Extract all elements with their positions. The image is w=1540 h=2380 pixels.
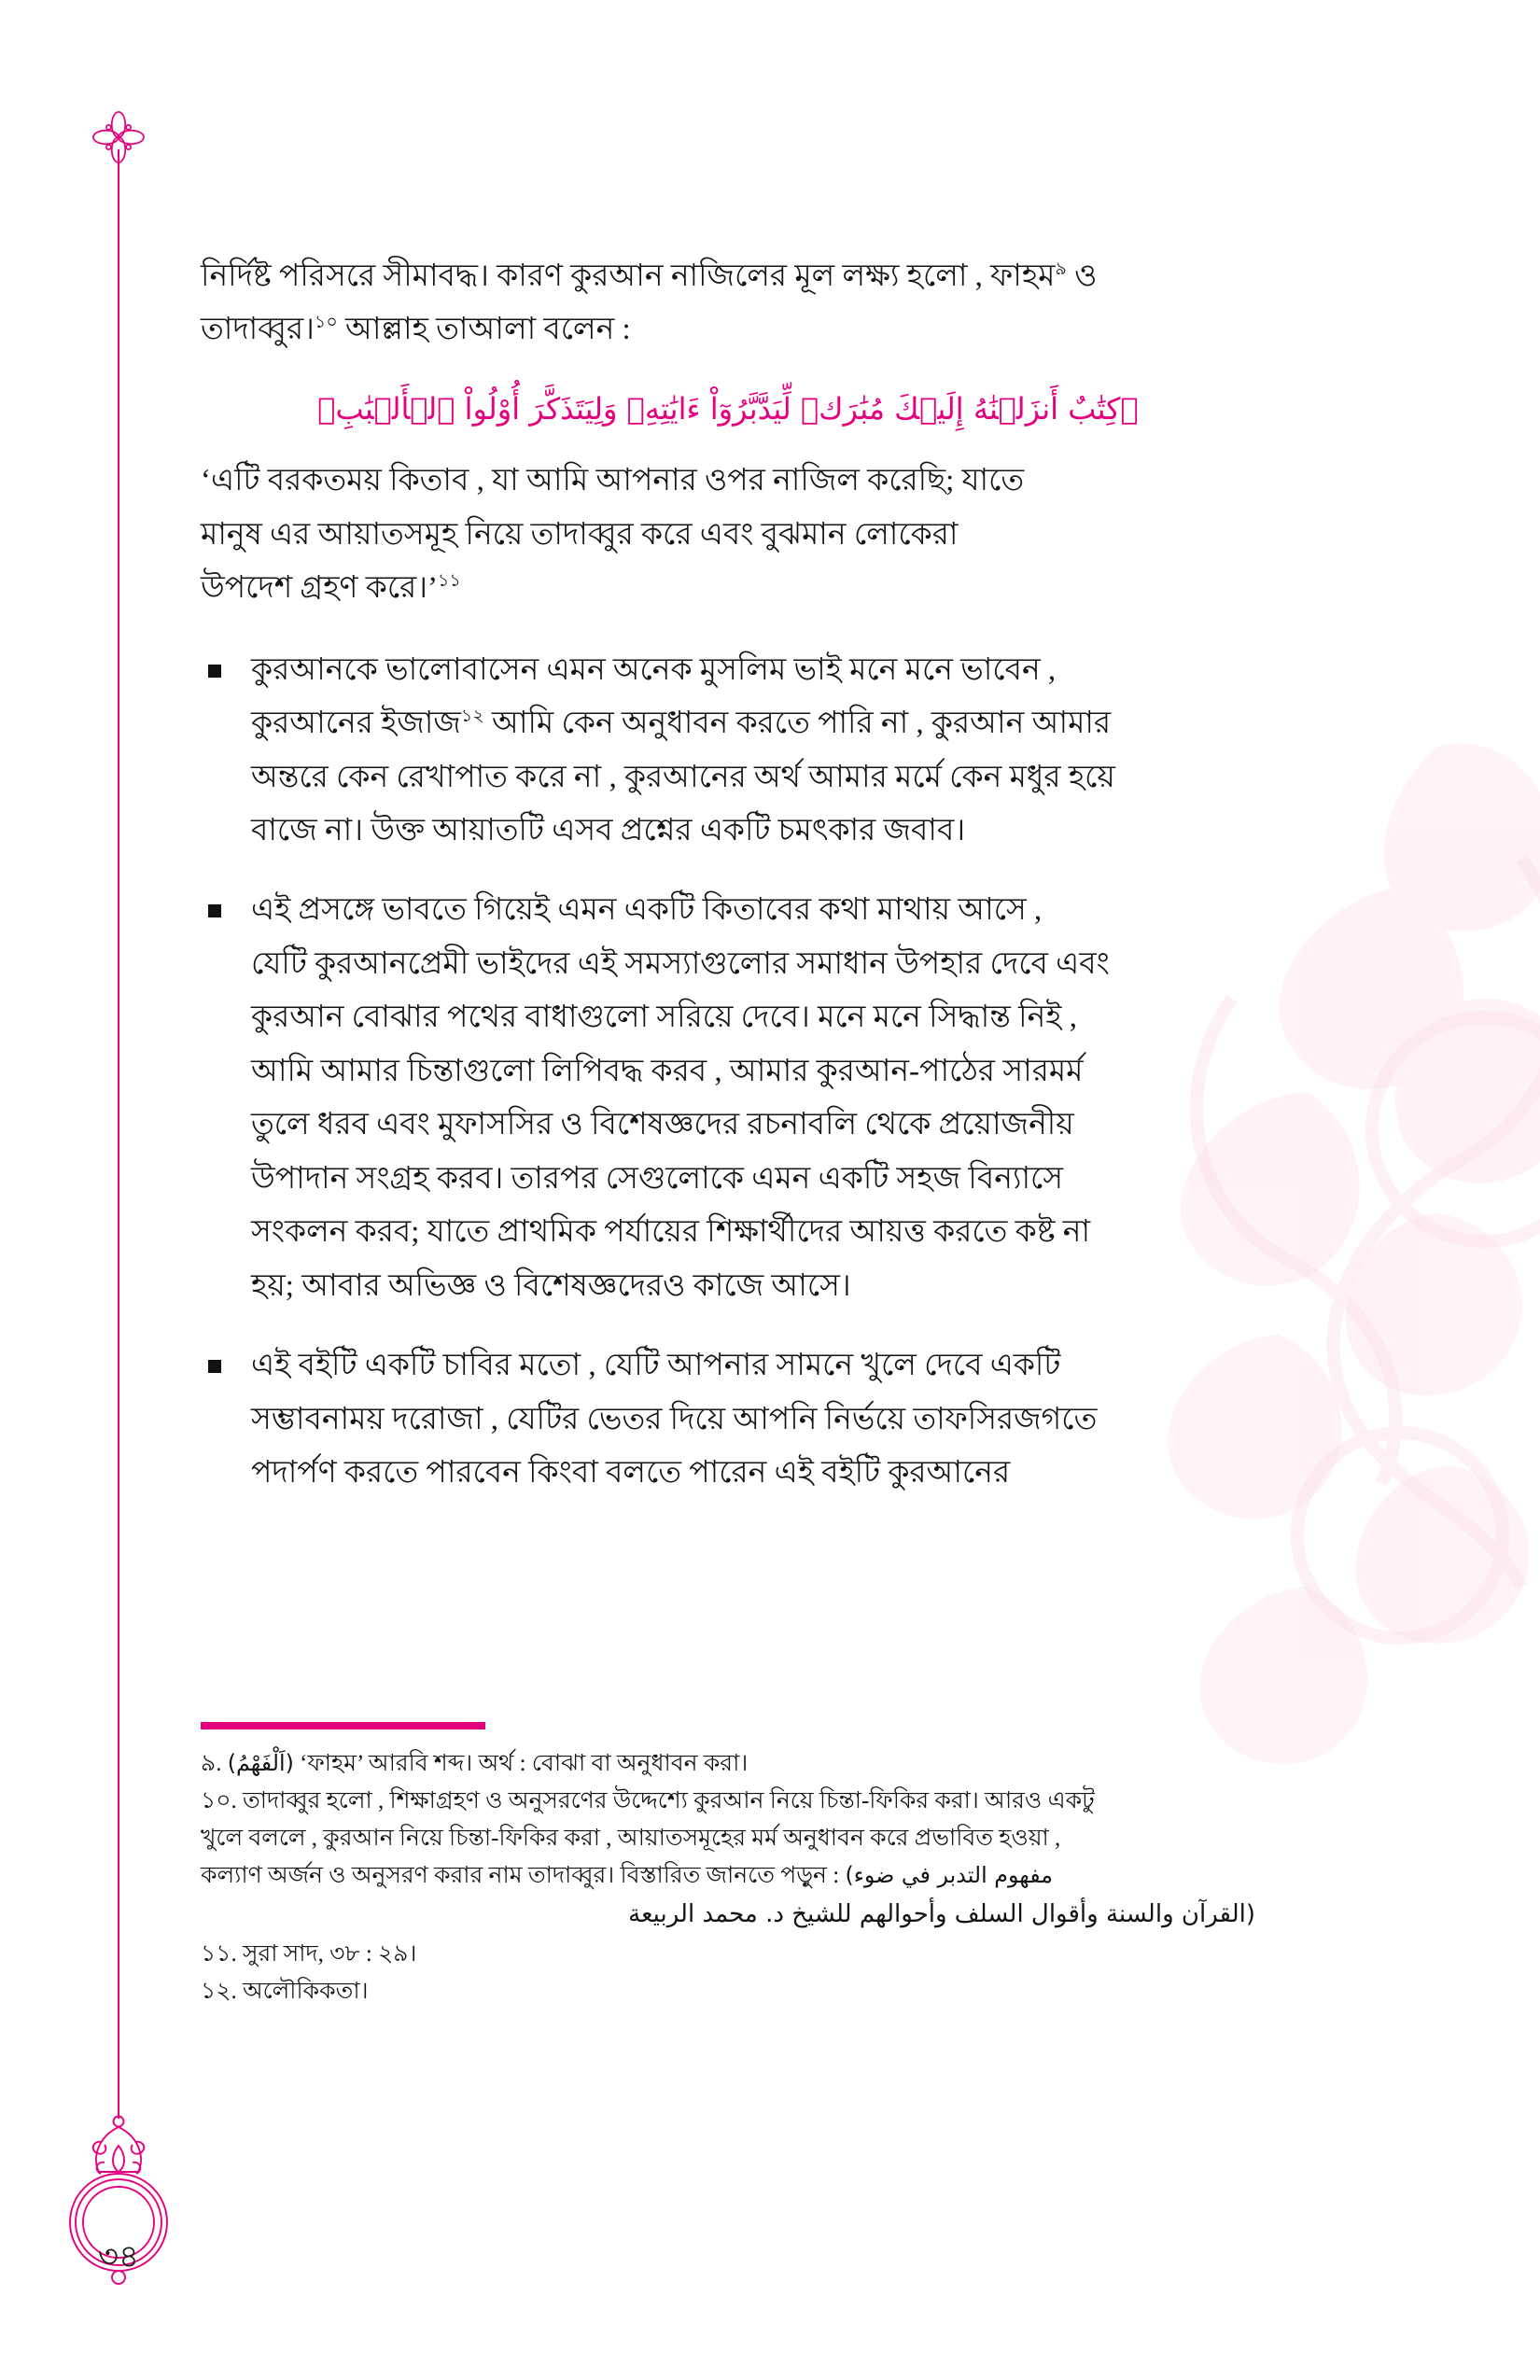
bullet-1-text-2a: কুরআনের ইজাজ [251, 707, 461, 741]
bullet-2-line-1: এই প্রসঙ্গে ভাবতে গিয়েই এমন একটি কিতাবের কথা মাথায় আসে , [251, 893, 1043, 928]
footnote-ref-11: ১১ [438, 571, 461, 592]
bullet-2-line-8: হয়; আবার অভিজ্ঞ ও বিশেষজ্ঞদেরও কাজে আসে। [251, 1268, 851, 1303]
opening-text-1-tail: ও [1066, 259, 1098, 293]
quran-ayah: ﴿كِتَٰبٌ أَنزَلۡنَٰهُ إِلَيۡكَ مُبَٰرَكٞ لِّيَدَّبَّرُوٓاْ ءَايَٰتِهِۦ وَلِيَتَذَكَّرَ أُوْلُواْ ٱلۡأَلۡبَٰبِ﴾ [317, 390, 1139, 427]
footnote-ref-9: ৯ [1055, 259, 1067, 279]
page-number: ৩৪ [97, 2240, 140, 2275]
list-item [201, 1341, 1255, 1498]
footnote-10-marker: ১০. [201, 1788, 237, 1813]
bullet-1-line-4: বাজে না। উক্ত আয়াতটি এসব প্রশ্নের একটি চমৎকার জবাব। [251, 814, 966, 848]
footnote-10-line-3 [201, 1858, 1255, 1894]
footnote-12-text: অলৌকিকতা। [236, 1978, 369, 2004]
footnote-11-text: সুরা সাদ, ৩৮ : ২৯। [236, 1940, 417, 1967]
bullet-1-line-1: কুরআনকে ভালোবাসেন এমন অনেক মুসলিম ভাই মনে মনে ভাবেন , [251, 652, 1057, 687]
footnote-10-text-3: কল্যাণ অর্জন ও অনুসরণ করার নাম তাদাব্বুর। বিস্তারিত জানতে পড়ুন : [201, 1863, 846, 1888]
bullet-1-line-3: অন্তরে কেন রেখাপাত করে না , কুরআনের অর্থ আমার মর্মে কেন মধুর হয়ে [251, 760, 1115, 794]
bullet-3-line-2: সম্ভাবনাময় দরোজা , যেটির ভেতর দিয়ে আপনি নির্ভয়ে তাফসিরজগতে [251, 1402, 1098, 1436]
bullet-2-line-3: কুরআন বোঝার পথের বাধাগুলো সরিয়ে দেবে। মনে মনে সিদ্ধান্ত নিই , [251, 1001, 1077, 1035]
bullet-1-text-2b: আমি কেন অনুধাবন করতে পারি না , কুরআন আমার [483, 707, 1112, 741]
bullet-list [201, 646, 1255, 1499]
opening-text-1: নির্দিষ্ট পরিসরে সীমাবদ্ধ। কারণ কুরআন নাজিলের মূল লক্ষ্য হলো , ফাহম [201, 259, 1056, 293]
translation-text-3: উপদেশ গ্রহণ করে।’ [201, 571, 439, 606]
translation-line-2: মানুষ এর আয়াতসমূহ নিয়ে তাদাব্বুর করে এবং বুঝমান লোকেরা [201, 517, 959, 552]
footnote-12-marker: ১২. [201, 1978, 237, 2004]
footnote-ref-12: ১২ [460, 707, 484, 727]
bullet-3-line-1: এই বইটি একটি চাবির মতো , যেটি আপনার সামনে খুলে দেবে একটি [251, 1349, 1061, 1383]
bullet-2-line-2: যেটি কুরআনপ্রেমী ভাইদের এই সমস্যাগুলোর সমাধান উপহার দেবে এবং [251, 946, 1110, 981]
bullet-2-line-5: তুলে ধরব এবং মুফাসসির ও বিশেষজ্ঞদের রচনাবলি থেকে প্রয়োজনীয় [251, 1108, 1074, 1142]
footnote-10-line-1 [201, 1784, 1255, 1819]
footnote-10-arabic-1: مفهوم التدبر في ضوء) [845, 1862, 1053, 1888]
bullet-2-line-4: আমি আমার চিন্তাগুলো লিপিবদ্ধ করব , আমার কুরআন-পাঠের সারমর্ম [251, 1054, 1084, 1088]
bullet-3-line-3: পদার্পণ করতে পারবেন কিংবা বলতে পারেন এই বইটি কুরআনের [251, 1456, 1011, 1490]
opening-text-2-tail: আল্লাহ তাআলা বলেন : [337, 313, 631, 347]
page-number-medallion-ornament [58, 2105, 179, 2319]
list-item [201, 646, 1255, 857]
footnote-separator [201, 1722, 485, 1729]
opening-paragraph [201, 252, 1255, 356]
opening-text-2: তাদাব্বুর। [201, 313, 315, 347]
bullet-2-line-7: সংকলন করব; যাতে প্রাথমিক পর্যায়ের শিক্ষার্থীদের আয়ত্ত করতে কষ্ট না [251, 1215, 1091, 1250]
main-content-column [201, 252, 1255, 1528]
flower-ornament-icon [91, 110, 146, 164]
ayah-translation [201, 456, 1255, 613]
footnote-9-text: ‘ফাহম’ আরবি শব্দ। অর্থ : বোঝা বা অনুধাবন করা। [293, 1751, 749, 1776]
translation-line-3 [201, 564, 1255, 613]
footnote-area [201, 1722, 1255, 2011]
bullet-2-line-6: উপাদান সংগ্রহ করব। তারপর সেগুলোকে এমন একটি সহজ বিন্যাসে [251, 1161, 1064, 1196]
list-item [201, 886, 1255, 1311]
bullet-1-line-2 [251, 699, 1255, 749]
left-decorative-rule [118, 149, 119, 2119]
footnote-9 [201, 1746, 1255, 1782]
footnote-12 [201, 1974, 1255, 2009]
opening-paragraph-line-2 [201, 305, 1255, 355]
footnote-ref-10: ১০ [314, 313, 338, 333]
footnote-11 [201, 1937, 1255, 1972]
footnote-10-arabic-2: (القرآن والسنة وأقوال السلف وأحوالهم للشيخ د. محمد الربيعة [628, 1900, 1255, 1928]
opening-paragraph-line-1 [201, 252, 1255, 301]
translation-line-1: ‘এটি বরকতময় কিতাব , যা আমি আপনার ওপর নাজিল করেছি; যাতে [201, 464, 1025, 498]
footnote-9-marker: ৯. [201, 1751, 222, 1776]
footnote-10-text-1: তাদাব্বুর হলো , শিক্ষাগ্রহণ ও অনুসরণের উদ্দেশ্যে কুরআন নিয়ে চিন্তা-ফিকির করা। আরও একটু [236, 1788, 1095, 1813]
footnote-11-marker: ১১. [201, 1940, 237, 1967]
footnote-10-line-2: খুলে বললে , কুরআন নিয়ে চিন্তা-ফিকির করা , আয়াতসমূহের মর্ম অনুধাবন করে প্রভাবিত হওয়া , [201, 1826, 1061, 1851]
footnote-9-arabic-term: (اَلْفَهْمُ) [227, 1750, 294, 1776]
